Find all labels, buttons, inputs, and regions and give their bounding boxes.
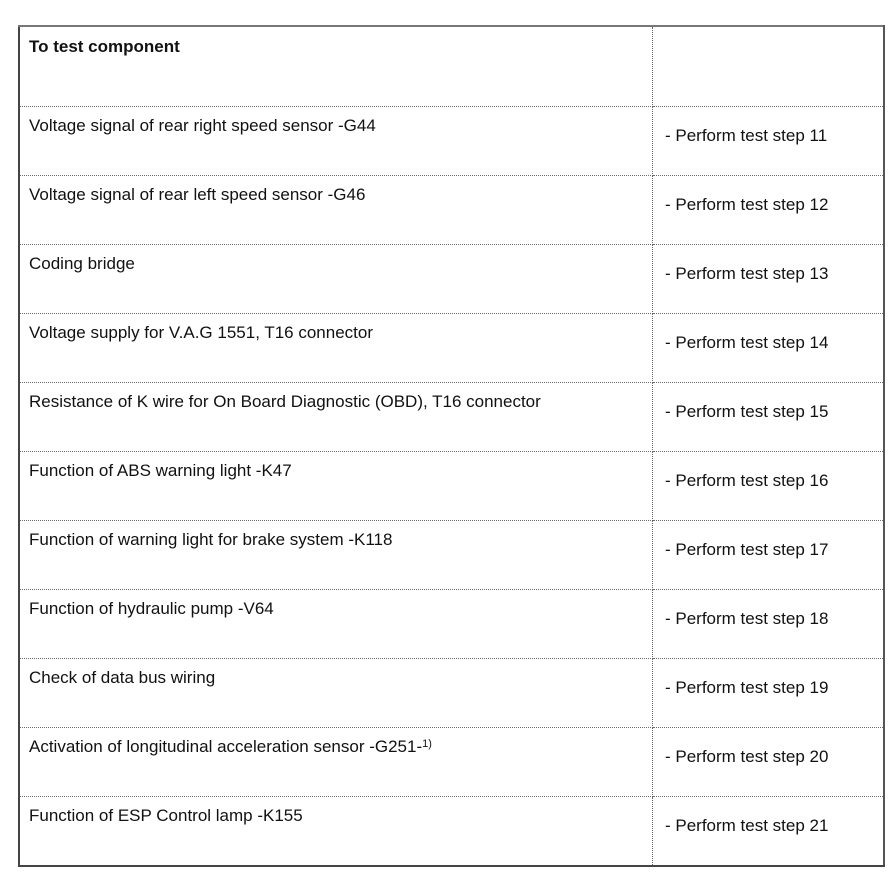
- action-cell: - Perform test step 15: [653, 383, 885, 452]
- footnote-marker: 1): [422, 738, 432, 750]
- component-cell: [19, 590, 653, 659]
- component-cell: [19, 107, 653, 176]
- action-cell: - Perform test step 20: [653, 728, 885, 797]
- component-label: Function of warning light for brake system -K118: [29, 530, 393, 549]
- action-cell: - Perform test step 13: [653, 245, 885, 314]
- component-cell: [19, 659, 653, 728]
- component-cell: [19, 728, 653, 797]
- table-row: [19, 176, 884, 245]
- component-label: Check of data bus wiring: [29, 668, 216, 687]
- component-label: Voltage signal of rear right speed sensor -G44: [29, 116, 376, 135]
- component-cell: [19, 245, 653, 314]
- component-cell: [19, 521, 653, 590]
- action-cell: - Perform test step 12: [653, 176, 885, 245]
- table-row: [19, 314, 884, 383]
- component-cell: [19, 452, 653, 521]
- test-component-table: [18, 25, 885, 867]
- action-cell: - Perform test step 19: [653, 659, 885, 728]
- header-action-cell: [653, 26, 885, 107]
- component-label: Function of ABS warning light -K47: [29, 461, 292, 480]
- table-row: [19, 590, 884, 659]
- action-cell: - Perform test step 18: [653, 590, 885, 659]
- table-row: [19, 521, 884, 590]
- table-row: [19, 383, 884, 452]
- header-component-cell: To test component: [19, 26, 653, 107]
- action-cell: - Perform test step 11: [653, 107, 885, 176]
- action-cell: - Perform test step 17: [653, 521, 885, 590]
- component-cell: [19, 176, 653, 245]
- component-cell: [19, 797, 653, 867]
- table-row: [19, 452, 884, 521]
- table-row: [19, 797, 884, 867]
- action-cell: - Perform test step 14: [653, 314, 885, 383]
- component-cell: [19, 383, 653, 452]
- action-cell: - Perform test step 21: [653, 797, 885, 867]
- table-row: [19, 659, 884, 728]
- component-cell: [19, 314, 653, 383]
- component-label: Function of ESP Control lamp -K155: [29, 806, 303, 825]
- component-label: Activation of longitudinal acceleration sensor -G251-: [29, 737, 423, 756]
- component-label: Voltage supply for V.A.G 1551, T16 connector: [29, 323, 374, 342]
- component-label: Resistance of K wire for On Board Diagnostic (OBD), T16 connector: [29, 392, 541, 411]
- component-label: Coding bridge: [29, 254, 135, 273]
- table-row: [19, 728, 884, 797]
- component-label: Function of hydraulic pump -V64: [29, 599, 274, 618]
- action-cell: - Perform test step 16: [653, 452, 885, 521]
- table-body: [19, 26, 884, 866]
- table-row: [19, 245, 884, 314]
- table-row: [19, 107, 884, 176]
- table-header-row: [19, 26, 884, 107]
- component-label: Voltage signal of rear left speed sensor -G46: [29, 185, 366, 204]
